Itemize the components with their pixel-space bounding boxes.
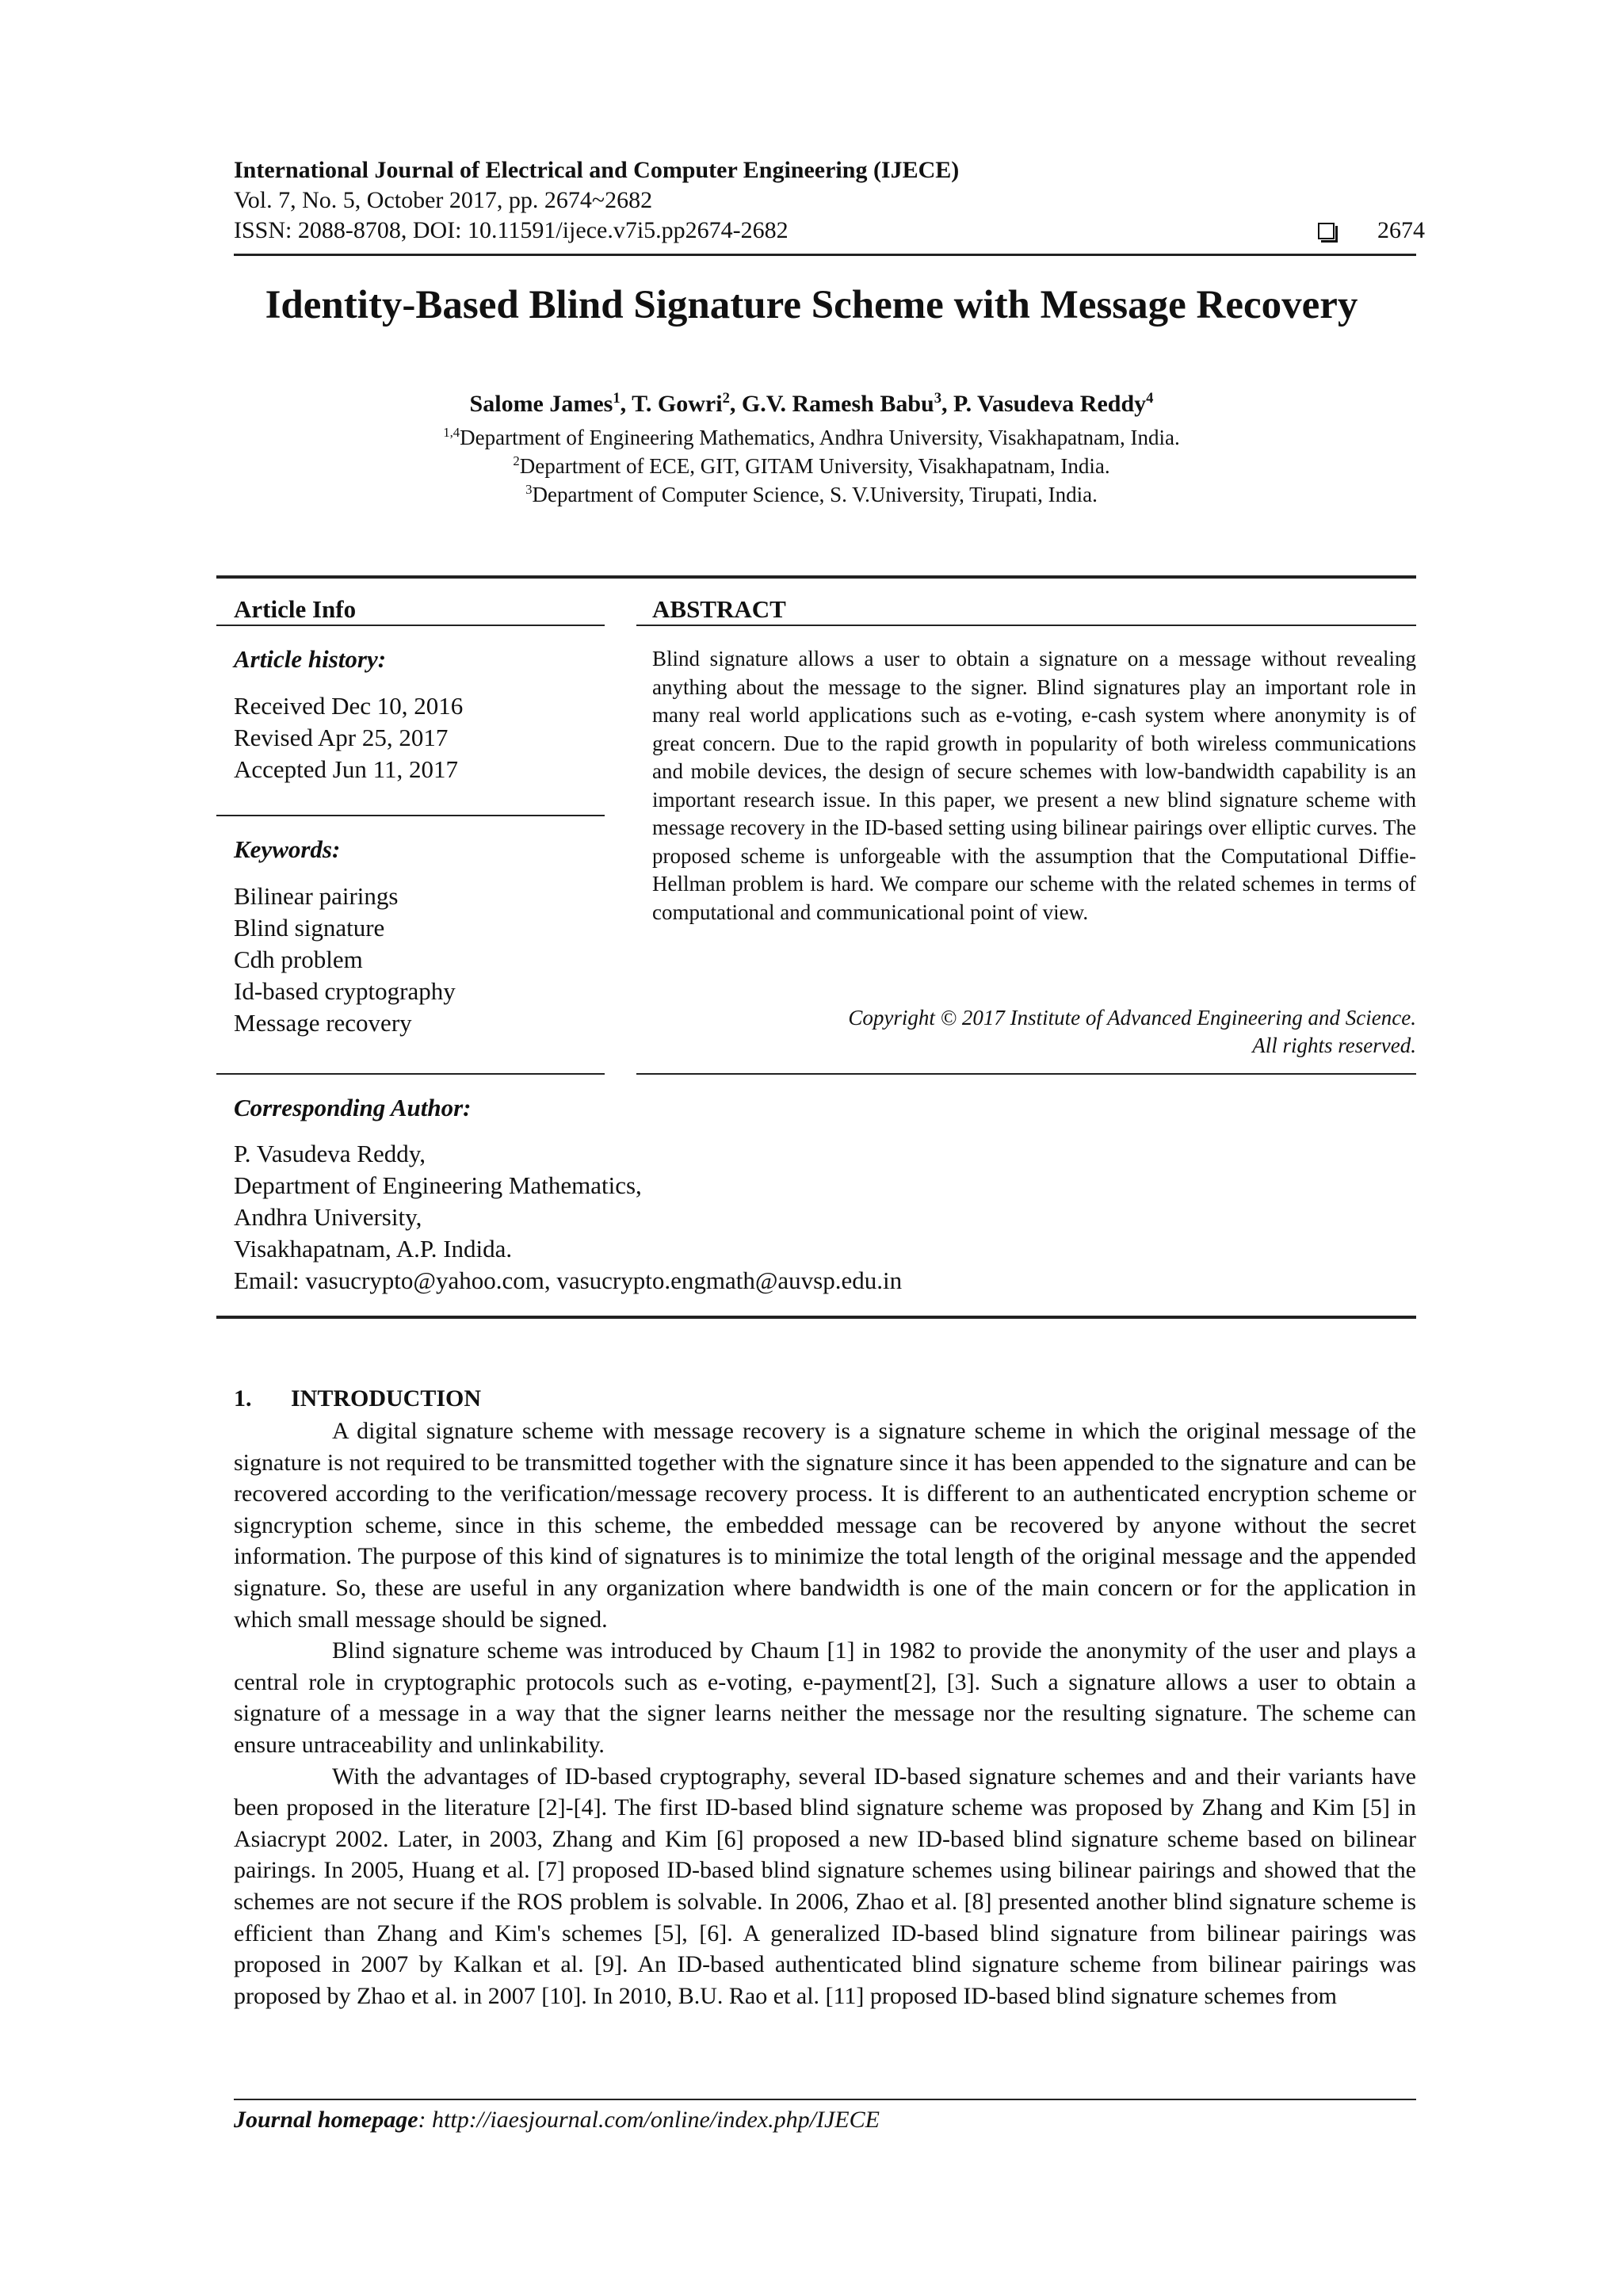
introduction-body bbox=[234, 1415, 1416, 2011]
page-number: 2674 bbox=[1377, 217, 1425, 243]
abstract-heading: ABSTRACT bbox=[652, 595, 786, 623]
keywords-list bbox=[234, 881, 456, 1039]
affiliation: $^2$Department of ECE, GIT, GITAM University, Visakhapatnam, India. bbox=[513, 453, 1110, 478]
article-history bbox=[234, 690, 463, 785]
info-box-bottom-rule bbox=[216, 1316, 1416, 1319]
page-box-icon bbox=[1318, 223, 1335, 239]
author-name: P. Vasudeva Reddy, bbox=[234, 1140, 426, 1167]
copyright-line: Copyright © 2017 Institute of Advanced Engineering and Science. bbox=[848, 1006, 1416, 1030]
revised-date: Revised Apr 25, 2017 bbox=[234, 724, 449, 751]
abstract-bottom-rule bbox=[636, 1073, 1416, 1075]
header-rule bbox=[234, 254, 1416, 256]
received-date: Received Dec 10, 2016 bbox=[234, 692, 464, 720]
journal-title: International Journal of Electrical and Computer Engineering (IJECE) bbox=[234, 157, 960, 183]
rights-line: All rights reserved. bbox=[1252, 1033, 1416, 1057]
accepted-date: Accepted Jun 11, 2017 bbox=[234, 755, 458, 783]
article-history-label: Article history: bbox=[234, 645, 387, 673]
paragraph: With the advantages of ID-based cryptography, several ID-based signature schemes and and their variants have been proposed in the literature [2]-[4]. The first ID-based blind signature scheme was proposed by Zhang and Kim [5] in Asiacrypt 2002. Later, in 2003, Zhang and Kim [6] proposed a new ID-based blind signature scheme based on bilinear pairings. In 2005, Huang et al. [7] proposed ID-based blind signature schemes using bilinear pairings and showed that the schemes are not secure if the ROS problem is solvable. In 2006, Zhao et al. [8] presented another blind signature scheme is efficient than Zhang and Kim's schemes [5], [6]. A generalized ID-based blind signature from bilinear pairings was proposed in 2007 by Kalkan et al. [9]. An ID-based authenticated blind signature scheme from bilinear pairings was proposed by Zhao et al. in 2007 [10]. In 2010, B.U. Rao et al. [11] proposed ID-based blind signature schemes from bbox=[234, 1763, 1416, 2009]
affiliation: $^{1,4}$Department of Engineering Mathematics, Andhra University, Visakhapatnam, India. bbox=[443, 425, 1180, 449]
paper-title: Identity-Based Blind Signature Scheme with Message Recovery bbox=[265, 283, 1358, 327]
homepage-url[interactable]: : http://iaesjournal.com/online/index.php/IJECE bbox=[418, 2107, 880, 2133]
author-name: Salome James bbox=[469, 391, 613, 417]
author-name: T. Gowri bbox=[632, 391, 723, 417]
affiliation: $^3$Department of Computer Science, S. V.University, Tirupati, India. bbox=[525, 482, 1098, 506]
keyword: Id-based cryptography bbox=[234, 977, 456, 1005]
author-department: Department of Engineering Mathematics, bbox=[234, 1171, 642, 1199]
journal-issn: ISSN: 2088-8708, DOI: 10.11591/ijece.v7i5.pp2674-2682 bbox=[234, 217, 789, 243]
author-city: Visakhapatnam, A.P. Indida. bbox=[234, 1235, 513, 1263]
history-rule bbox=[216, 815, 605, 816]
journal-volume: Vol. 7, No. 5, October 2017, pp. 2674~2682 bbox=[234, 187, 653, 213]
keyword: Blind signature bbox=[234, 914, 385, 942]
article-info-rule bbox=[216, 625, 605, 626]
abstract-rule bbox=[636, 625, 1416, 626]
keywords-label: Keywords: bbox=[234, 835, 341, 863]
journal-homepage: Journal homepage: http://iaesjournal.com/online/index.php/IJECE bbox=[234, 2107, 880, 2133]
corresponding-author-details bbox=[234, 1138, 902, 1297]
author-email: Email: vasucrypto@yahoo.com, vasucrypto.engmath@auvsp.edu.in bbox=[234, 1266, 903, 1294]
keyword: Message recovery bbox=[234, 1009, 412, 1037]
author-university: Andhra University, bbox=[234, 1203, 422, 1231]
paragraph: A digital signature scheme with message recovery is a signature scheme in which the original message of the signature is not required to be transmitted together with the signature since it has been appended to the signature and can be recovered according to the verification/message recovery process. It is different to an authenticated encryption scheme or signcryption scheme, since in this scheme, the embedded message can be recovered by anyone without the secret information. The purpose of this kind of signatures is to minimize the total length of the original message and the appended signature. So, these are useful in any organization where bandwidth is one of the main concern or for the application in which small message should be signed. bbox=[234, 1418, 1416, 1633]
abstract-text: Blind signature allows a user to obtain a signature on a message without revealing anything about the message to the signer. Blind signatures play an important role in many real world applications such as e-voting, e-cash system where anonymity is of great concern. Due to the rapid growth in popularity of both wireless communications and mobile devices, the design of secure schemes with low-bandwidth capability is an important research issue. In this paper, we present a new blind signature scheme with message recovery in the ID-based setting using bilinear pairings over elliptic curves. The proposed scheme is unforgeable with the assumption that the Computational Diffie-Hellman problem is hard. We compare our scheme with the related schemes in terms of computational and communicational point of view. bbox=[652, 647, 1416, 924]
section-heading: 1. INTRODUCTION bbox=[234, 1385, 482, 1412]
keyword: Cdh problem bbox=[234, 946, 363, 973]
keywords-rule bbox=[216, 1073, 605, 1075]
keyword: Bilinear pairings bbox=[234, 882, 399, 910]
corresponding-author-label: Corresponding Author: bbox=[234, 1094, 472, 1121]
paragraph: Blind signature scheme was introduced by Chaum [1] in 1982 to provide the anonymity of the user and plays a central role in cryptographic protocols such as e-voting, e-payment[2], [3]. Such a signature allows a user to obtain a signature of a message in a way that the signer learns neither the message nor the resulting signature. The scheme can ensure untraceability and unlinkability. bbox=[234, 1637, 1416, 1758]
info-box-top-rule bbox=[216, 575, 1416, 579]
footer-rule bbox=[234, 2099, 1416, 2100]
author-list: Salome James$^1$, T. Gowri$^2$, G.V. Ramesh Babu$^3$, P. Vasudeva Reddy$^4$ bbox=[469, 390, 1154, 417]
author-name: G.V. Ramesh Babu bbox=[741, 391, 934, 417]
author-name: P. Vasudeva Reddy bbox=[953, 391, 1147, 417]
article-info-heading: Article Info bbox=[234, 595, 357, 623]
